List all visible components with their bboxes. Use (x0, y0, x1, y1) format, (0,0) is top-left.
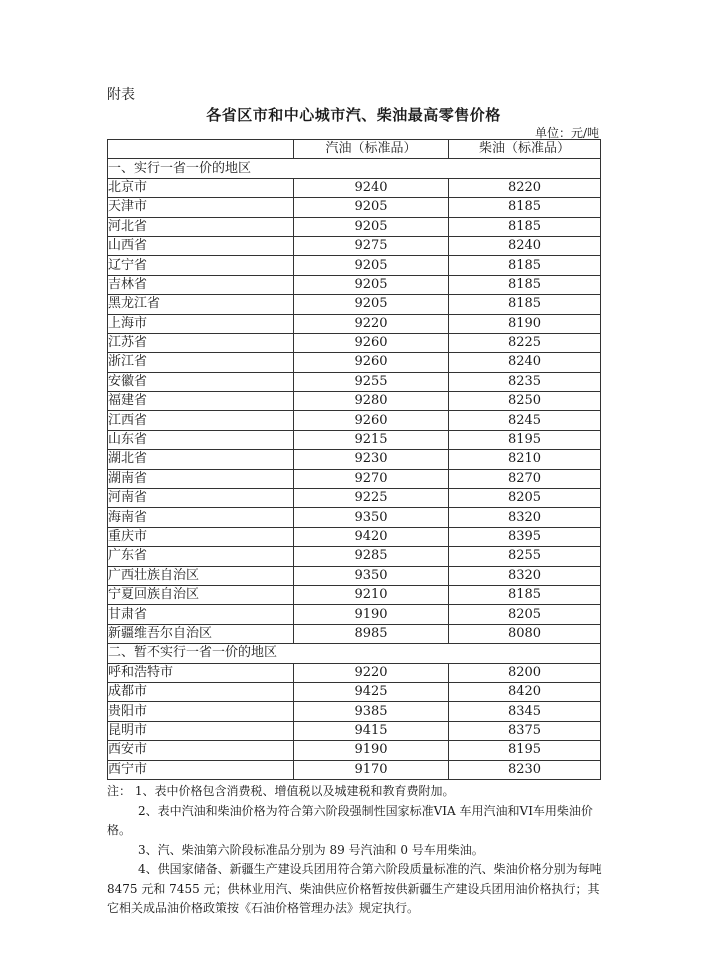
diesel-price: 8235 (449, 372, 601, 391)
note-item: 3、汽、柴油第六阶段标准品分别为 89 号汽油和 0 号车用柴油。 (138, 842, 484, 857)
table-row (108, 721, 601, 740)
table-row (108, 760, 601, 779)
section-title: 二、暂不实行一省一价的地区 (108, 644, 601, 663)
diesel-price: 8185 (449, 198, 601, 217)
gasoline-price: 9270 (294, 469, 449, 488)
table-row (108, 353, 601, 372)
region-name: 甘肃省 (108, 605, 294, 624)
region-name: 广西壮族自治区 (108, 566, 294, 585)
table-row (108, 547, 601, 566)
table-row (108, 411, 601, 430)
region-name: 西安市 (108, 741, 294, 760)
header-city (108, 140, 294, 159)
unit-label: 单位：元/吨 (534, 126, 599, 140)
diesel-price: 8205 (449, 605, 601, 624)
gasoline-price: 9210 (294, 585, 449, 604)
region-name: 重庆市 (108, 527, 294, 546)
gasoline-price: 8985 (294, 624, 449, 643)
diesel-price: 8185 (449, 275, 601, 294)
diesel-price: 8395 (449, 527, 601, 546)
region-name: 北京市 (108, 178, 294, 197)
table-row (108, 392, 601, 411)
gasoline-price: 9255 (294, 372, 449, 391)
gasoline-price: 9205 (294, 295, 449, 314)
gasoline-price: 9240 (294, 178, 449, 197)
notes-section (107, 782, 603, 919)
diesel-price: 8205 (449, 489, 601, 508)
region-name: 吉林省 (108, 275, 294, 294)
region-name: 湖南省 (108, 469, 294, 488)
table-row (108, 489, 601, 508)
gasoline-price: 9225 (294, 489, 449, 508)
region-name: 福建省 (108, 392, 294, 411)
region-name: 贵阳市 (108, 702, 294, 721)
gasoline-price: 9205 (294, 198, 449, 217)
note-item: 2、表中汽油和柴油价格为符合第六阶段强制性国家标准VIA 车用汽油和VI车用柴油价格。 (107, 803, 593, 837)
gasoline-price: 9230 (294, 450, 449, 469)
table-row (108, 450, 601, 469)
gasoline-price: 9420 (294, 527, 449, 546)
region-name: 江苏省 (108, 333, 294, 352)
diesel-price: 8190 (449, 314, 601, 333)
diesel-price: 8195 (449, 741, 601, 760)
diesel-price: 8220 (449, 178, 601, 197)
region-name: 辽宁省 (108, 256, 294, 275)
region-name: 上海市 (108, 314, 294, 333)
diesel-price: 8255 (449, 547, 601, 566)
diesel-price: 8185 (449, 295, 601, 314)
table-row (108, 469, 601, 488)
gasoline-price: 9385 (294, 702, 449, 721)
table-row (108, 585, 601, 604)
diesel-price: 8420 (449, 682, 601, 701)
diesel-price: 8320 (449, 508, 601, 527)
gasoline-price: 9425 (294, 682, 449, 701)
table-row (108, 663, 601, 682)
note-item: 4、供国家储备、新疆生产建设兵团用符合第六阶段质量标准的汽、柴油价格分别为每吨 8475 元和 7455 元；供林业用汽、柴油供应价格暂按供新疆生产建设兵团用油价格执行；其它相关成品油价格政策按《石油价格管理办法》规定执行。 (107, 862, 602, 915)
appendix-label: 附表 (107, 87, 135, 103)
section-row (108, 159, 601, 178)
gasoline-price: 9205 (294, 275, 449, 294)
gasoline-price: 9205 (294, 217, 449, 236)
region-name: 山东省 (108, 430, 294, 449)
diesel-price: 8225 (449, 333, 601, 352)
header-diesel: 柴油（标准品） (449, 140, 601, 159)
region-name: 天津市 (108, 198, 294, 217)
gasoline-price: 9275 (294, 236, 449, 255)
region-name: 宁夏回族自治区 (108, 585, 294, 604)
diesel-price: 8375 (449, 721, 601, 740)
gasoline-price: 9350 (294, 566, 449, 585)
diesel-price: 8250 (449, 392, 601, 411)
region-name: 成都市 (108, 682, 294, 701)
gasoline-price: 9260 (294, 353, 449, 372)
diesel-price: 8320 (449, 566, 601, 585)
gasoline-price: 9260 (294, 411, 449, 430)
gasoline-price: 9260 (294, 333, 449, 352)
table-row (108, 702, 601, 721)
diesel-price: 8345 (449, 702, 601, 721)
header-gasoline: 汽油（标准品） (294, 140, 449, 159)
gasoline-price: 9205 (294, 256, 449, 275)
table-row (108, 314, 601, 333)
diesel-price: 8210 (449, 450, 601, 469)
header-row (108, 140, 601, 159)
diesel-price: 8240 (449, 236, 601, 255)
document-title: 各省区市和中心城市汽、柴油最高零售价格 (206, 106, 501, 124)
region-name: 新疆维吾尔自治区 (108, 624, 294, 643)
table-row (108, 295, 601, 314)
table-row (108, 624, 601, 643)
region-name: 山西省 (108, 236, 294, 255)
region-name: 西宁市 (108, 760, 294, 779)
diesel-price: 8270 (449, 469, 601, 488)
table-row (108, 372, 601, 391)
region-name: 河北省 (108, 217, 294, 236)
note-item: 注： 1、表中价格包含消费税、增值税以及城建税和教育费附加。 (107, 784, 455, 798)
diesel-price: 8240 (449, 353, 601, 372)
table-row (108, 741, 601, 760)
gasoline-price: 9220 (294, 314, 449, 333)
diesel-price: 8200 (449, 663, 601, 682)
table-row (108, 178, 601, 197)
gasoline-price: 9350 (294, 508, 449, 527)
table-row (108, 605, 601, 624)
gasoline-price: 9190 (294, 605, 449, 624)
table-row (108, 217, 601, 236)
gasoline-price: 9280 (294, 392, 449, 411)
section-title: 一、实行一省一价的地区 (108, 159, 601, 178)
region-name: 呼和浩特市 (108, 663, 294, 682)
region-name: 浙江省 (108, 353, 294, 372)
diesel-price: 8185 (449, 585, 601, 604)
price-table-body (108, 140, 601, 780)
region-name: 安徽省 (108, 372, 294, 391)
table-row (108, 527, 601, 546)
region-name: 河南省 (108, 489, 294, 508)
gasoline-price: 9190 (294, 741, 449, 760)
region-name: 广东省 (108, 547, 294, 566)
table-row (108, 275, 601, 294)
table-row (108, 256, 601, 275)
table-row (108, 236, 601, 255)
section-row (108, 644, 601, 663)
table-row (108, 508, 601, 527)
region-name: 黑龙江省 (108, 295, 294, 314)
table-row (108, 566, 601, 585)
region-name: 海南省 (108, 508, 294, 527)
diesel-price: 8185 (449, 256, 601, 275)
region-name: 昆明市 (108, 721, 294, 740)
table-row (108, 333, 601, 352)
diesel-price: 8245 (449, 411, 601, 430)
region-name: 湖北省 (108, 450, 294, 469)
gasoline-price: 9170 (294, 760, 449, 779)
gasoline-price: 9215 (294, 430, 449, 449)
gasoline-price: 9285 (294, 547, 449, 566)
table-row (108, 198, 601, 217)
diesel-price: 8185 (449, 217, 601, 236)
gasoline-price: 9415 (294, 721, 449, 740)
diesel-price: 8080 (449, 624, 601, 643)
price-table (107, 139, 601, 780)
diesel-price: 8230 (449, 760, 601, 779)
gasoline-price: 9220 (294, 663, 449, 682)
table-row (108, 430, 601, 449)
region-name: 江西省 (108, 411, 294, 430)
table-row (108, 682, 601, 701)
diesel-price: 8195 (449, 430, 601, 449)
